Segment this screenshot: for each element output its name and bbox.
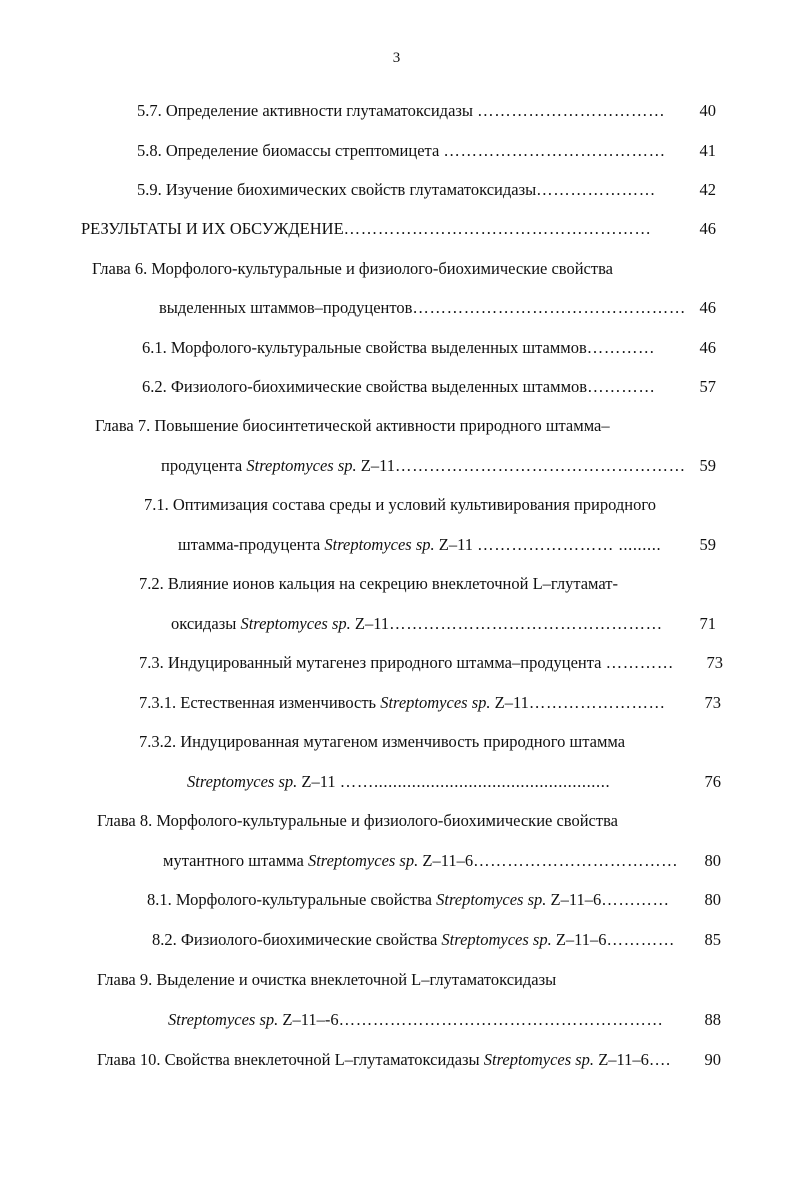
toc-heading: 7.1. Оптимизация состава среды и условий культивирования природного — [144, 495, 656, 514]
toc-page: 57 — [699, 377, 716, 396]
toc-entry: оксидазы Streptomyces sp. Z–11………………………………………… 71 — [171, 614, 716, 633]
toc-page: 73 — [706, 653, 723, 672]
toc-page: 71 — [699, 614, 716, 633]
toc-entry: 6.1. Морфолого-культуральные свойства выделенных штаммов………… 46 — [142, 338, 716, 357]
toc-heading: 7.3.2. Индуцированная мутагеном изменчивость природного штамма — [139, 732, 626, 751]
toc-page: 46 — [699, 298, 716, 317]
toc-entry: продуцента Streptomyces sp. Z–11…………………………………………… 59 — [161, 456, 716, 475]
toc-page: 46 — [699, 219, 716, 238]
toc-entry: 7.3.1. Естественная изменчивость Streptomyces sp. Z–11…………………… 73 — [139, 693, 721, 712]
toc-entry: 8.2. Физиолого-биохимические свойства Streptomyces sp. Z–11–6………… 85 — [152, 930, 721, 949]
toc-entry: 5.9. Изучение биохимических свойств глутаматоксидазы………………… 42 — [137, 180, 716, 199]
toc-entry: 8.1. Морфолого-культуральные свойства Streptomyces sp. Z–11–6………… 80 — [147, 890, 721, 909]
toc-page: 90 — [704, 1050, 721, 1069]
toc-entry: мутантного штамма Streptomyces sp. Z–11–6……………………………… 80 — [163, 851, 721, 870]
toc-entry: Streptomyces sp. Z–11–-6………………………………………………… 88 — [168, 1010, 721, 1029]
toc-page: 73 — [704, 693, 721, 712]
toc-entry: Streptomyces sp. Z–11 …….................................................. 76 — [187, 772, 721, 791]
toc-entry: РЕЗУЛЬТАТЫ И ИХ ОБСУЖДЕНИЕ……………………………………………… 46 — [81, 219, 716, 238]
toc-page: 85 — [704, 930, 721, 949]
toc-page: 59 — [699, 535, 716, 554]
toc-entry: выделенных штаммов–продуцентов………………………………………… 46 — [159, 298, 716, 317]
toc-page: 46 — [699, 338, 716, 357]
toc-entry: штамма-продуцента Streptomyces sp. Z–11 …………………… ......... 59 — [178, 535, 716, 554]
toc-heading: Глава 9. Выделение и очистка внеклеточной L–глутаматоксидазы — [97, 970, 557, 989]
toc-page: 59 — [699, 456, 716, 475]
toc-entry: 7.3. Индуцированный мутагенез природного штамма–продуцента ………… 73 — [139, 653, 723, 672]
toc-heading: 7.2. Влияние ионов кальция на секрецию внеклеточной L–глутамат- — [139, 574, 618, 593]
toc-entry: 5.7. Определение активности глутаматоксидазы …………………………… 40 — [137, 101, 716, 120]
toc-page: 76 — [704, 772, 721, 791]
toc-page: 42 — [699, 180, 716, 199]
toc-page: 40 — [699, 101, 716, 120]
toc-heading: Глава 7. Повышение биосинтетической активности природного штамма– — [95, 416, 610, 435]
toc-page: 80 — [704, 851, 721, 870]
toc-page: 41 — [699, 141, 716, 160]
toc-entry: 6.2. Физиолого-биохимические свойства выделенных штаммов………… 57 — [142, 377, 716, 396]
toc-entry: Глава 10. Свойства внеклеточной L–глутаматоксидазы Streptomyces sp. Z–11–6…. 90 — [97, 1050, 721, 1069]
toc-heading: Глава 6. Морфолого-культуральные и физиолого-биохимические свойства — [92, 259, 613, 278]
toc-page: 88 — [704, 1010, 721, 1029]
page-number: 3 — [392, 50, 401, 66]
toc-heading: Глава 8. Морфолого-культуральные и физиолого-биохимические свойства — [97, 811, 618, 830]
toc-page: 80 — [704, 890, 721, 909]
toc-entry: 5.8. Определение биомассы стрептомицета ………………………………… 41 — [137, 141, 716, 160]
